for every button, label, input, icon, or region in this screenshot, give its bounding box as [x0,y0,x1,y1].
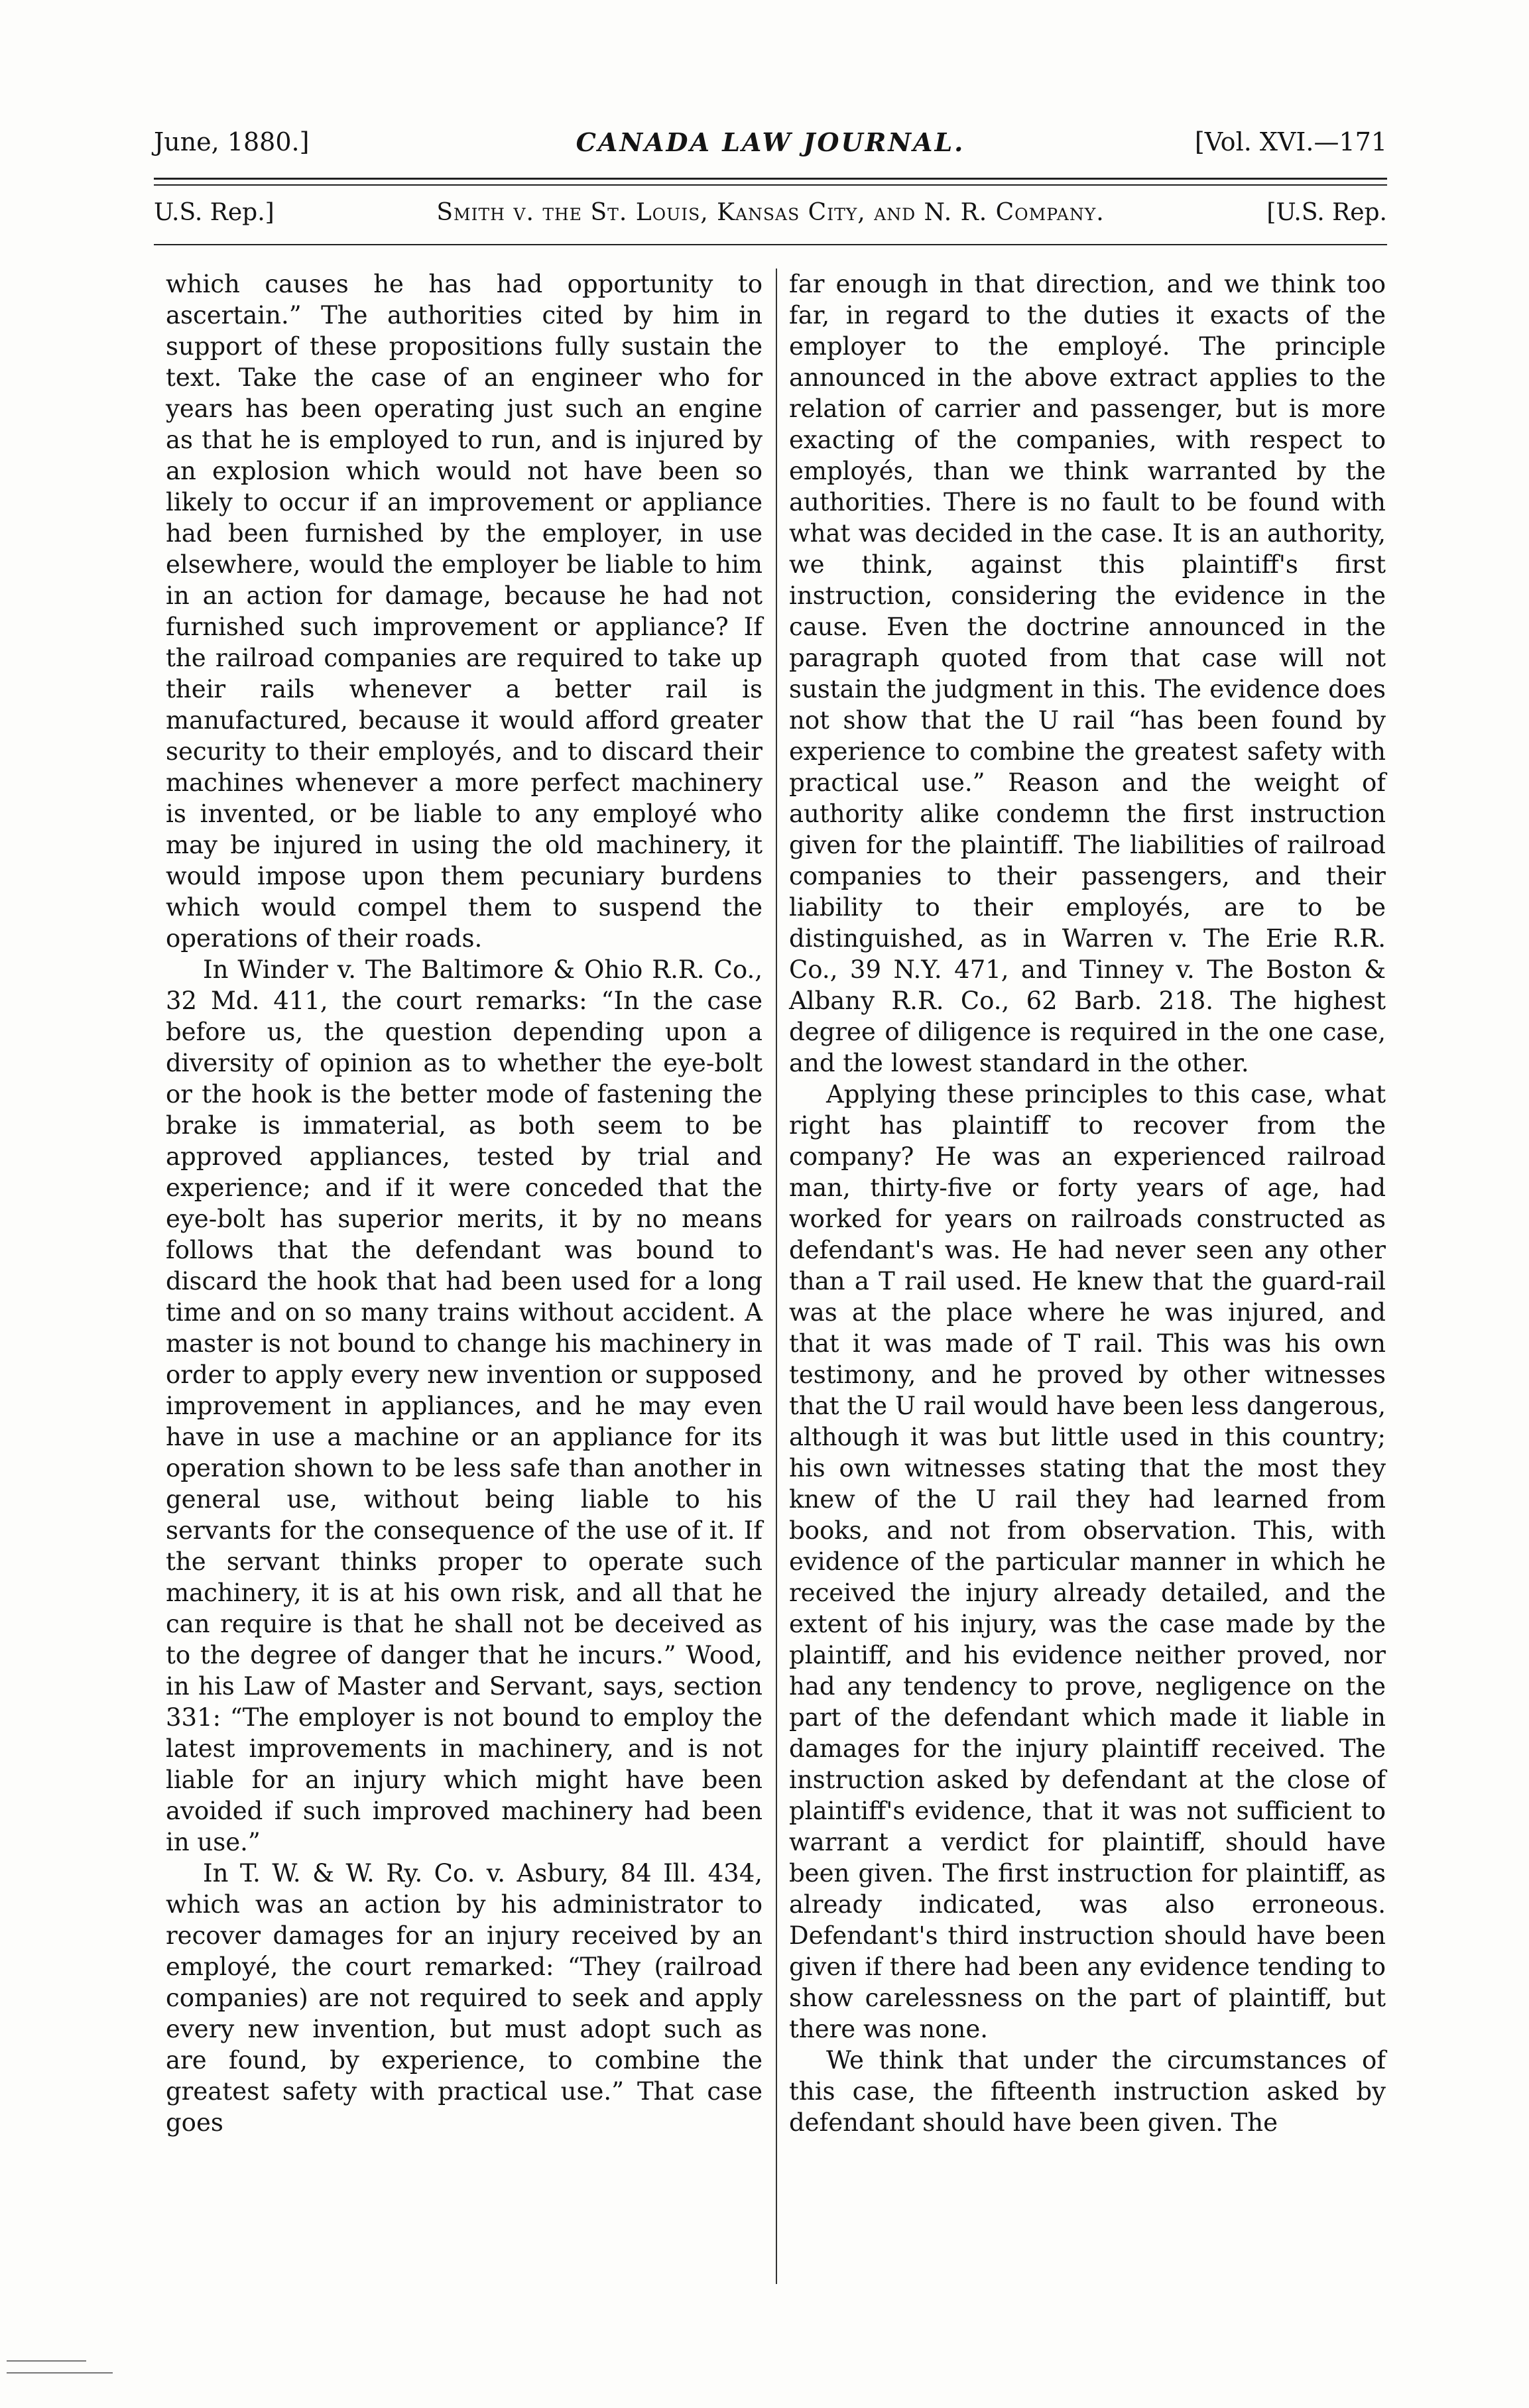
case-header [154,199,1387,239]
case-title: Smith v. the St. Louis, Kansas City, and N. R. Company. [436,199,1105,226]
header-volume: [Vol. XVI.—171 [1194,127,1387,156]
running-header [154,127,1387,174]
subheader-rule [154,244,1387,245]
paragraph: Applying these principles to this case, what right has plaintiff to recover from the company? He was an experienced railroad man, thirty-five or forty years of age, had worked for years on railroads constructed as defendant's was. He had never seen any other than a T rail used. He knew that the guard-rail was at the place where he was injured, and that it was made of T rail. This was his own testimony, and he proved by other witnesses that the U rail would have been less dangerous, although it was but little used in this country; his own witnesses stating that the most they knew of the U rail they had learned from books, and not from observation. This, with evidence of the particular manner in which he received the injury already detailed, and the extent of his injury, was the case made by the plaintiff, and his evidence neither proved, nor had any tendency to prove, negligence on the part of the defendant which made it liable in damages for the injury plaintiff received. The instruction asked by defendant at the close of plaintiff's evidence, that it was not sufficient to warrant a verdict for plaintiff, should have been given. The first instruction for plaintiff, as already indicated, was also erroneous. Defendant's third instruction should have been given if there had been any evidence tending to show carelessness on the part of plaintiff, but there was none. [789,1080,1386,2043]
column-divider [776,269,777,2284]
left-column [166,269,763,2138]
scan-edge-mark [7,2360,86,2362]
header-rule-top [154,178,1387,180]
paragraph: In Winder v. The Baltimore & Ohio R.R. Co., 32 Md. 411, the court remarks: “In the case before us, the question depending upon a diversity of opinion as to whether the eye-bolt or the hook is the better mode of fastening the brake is immaterial, as both seem to be approved appliances, tested by trial and experience; and if it were conceded that the eye-bolt has superior merits, it by no means follows that the defendant was bound to discard the hook that had been used for a long time and on so many trains without accident. A master is not bound to change his machinery in order to apply every new invention or supposed improvement in appliances, and he may even have in use a machine or an appliance for its operation shown to be less safe than another in general use, without being liable to his servants for the consequence of the use of it. If the servant thinks proper to operate such machinery, it is at his own risk, and all that he can require is that he shall not be deceived as to the degree of danger that he incurs.” Wood, in his Law of Master and Servant, says, section 331: “The employer is not bound to employ the latest improvements in machinery, and is not liable for an injury which might have been avoided if such improved machinery had been in use.” [166,955,763,1856]
report-label-left: U.S. Rep.] [154,199,275,226]
header-date: June, 1880.] [154,127,310,156]
scan-edge-mark [7,2372,113,2374]
header-rule-bottom [154,184,1387,186]
paragraph: far enough in that direction, and we think too far, in regard to the duties it exacts of the employer to the employé. The principle announced in the above extract applies to the relation of carrier and passenger, but is more exacting of the companies, with respect to employés, than we think warranted by the authorities. There is no fault to be found with what was decided in the case. It is an authority, we think, against this plaintiff's first instruction, considering the evidence in the cause. Even the doctrine announced in the paragraph quoted from that case will not sustain the judgment in this. The evidence does not show that the U rail “has been found by experience to combine the greatest safety with practical use.” Reason and the weight of authority alike condemn the first instruction given for the plaintiff. The liabilities of railroad companies to their passengers, and their liability to their employés, are to be distinguished, as in Warren v. The Erie R.R. Co., 39 N.Y. 471, and Tinney v. The Boston & Albany R.R. Co., 62 Barb. 218. The highest degree of diligence is required in the one case, and the lowest standard in the other. [789,270,1386,1077]
journal-title: CANADA LAW JOURNAL. [576,127,965,157]
paragraph: In T. W. & W. Ry. Co. v. Asbury, 84 Ill. 434, which was an action by his administrator to recover damages for an injury received by an employé, the court remarked: “They (railroad companies) are not required to seek and apply every new invention, but must adopt such as are found, by experience, to combine the greatest safety with practical use.” That case goes [166,1859,763,2137]
paragraph: We think that under the circumstances of this case, the fifteenth instruction asked by defendant should have been given. The [789,2046,1386,2137]
report-label-right: [U.S. Rep. [1266,199,1387,226]
right-column [789,269,1386,2138]
paragraph: which causes he has had opportunity to ascertain.” The authorities cited by him in support of these propositions fully sustain the text. Take the case of an engineer who for years has been operating just such an engine as that he is employed to run, and is injured by an explosion which would not have been so likely to occur if an improvement or appliance had been furnished by the employer, in use elsewhere, would the employer be liable to him in an action for damage, because he had not furnished such improvement or appliance? If the railroad companies are required to take up their rails whenever a better rail is manufactured, because it would afford greater security to their employés, and to discard their machines whenever a more perfect machinery is invented, or be liable to any employé who may be injured in using the old machinery, it would impose upon them pecuniary burdens which would compel them to suspend the operations of their roads. [166,270,763,953]
